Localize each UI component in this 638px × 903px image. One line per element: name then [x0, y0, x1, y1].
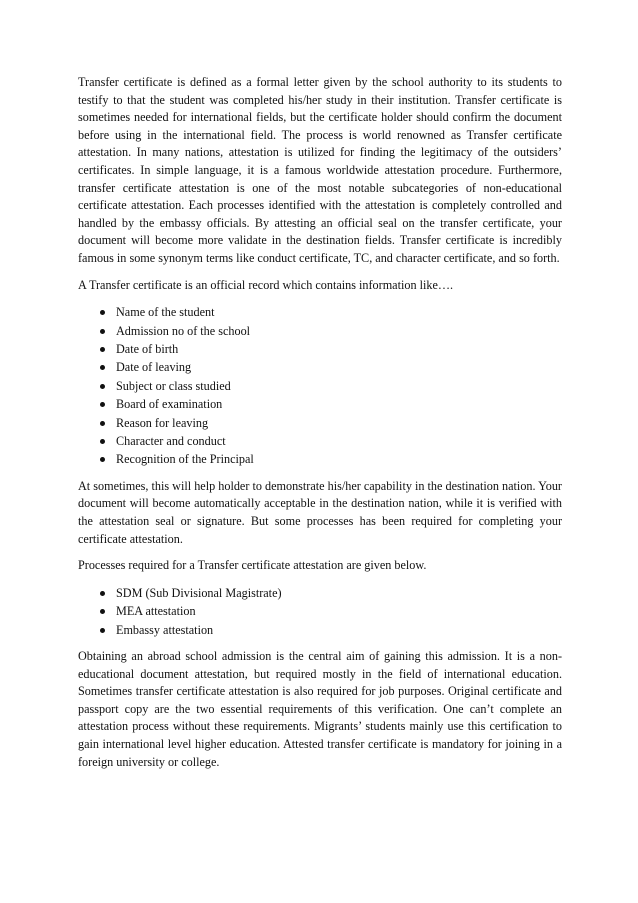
list-item: [100, 602, 562, 620]
list-item-text: Date of birth: [116, 341, 179, 356]
capability-paragraph: At sometimes, this will help holder to demonstrate his/her capability in the destination nation. Your document will become automatically acceptable in the destination nation, while it is verified with the attestation seal or signature. But some processes has been required for completing your certificate attestation.: [78, 478, 562, 546]
bullet-icon: [100, 402, 105, 407]
list-item-text: Board of examination: [116, 397, 223, 412]
bullet-icon: [100, 609, 105, 614]
list-item-text: MEA attestation: [116, 604, 196, 619]
list-item: [100, 432, 562, 450]
document-page: [78, 74, 562, 771]
list-item-text: Recognition of the Principal: [116, 452, 254, 467]
list-item: [100, 395, 562, 413]
record-items-list: [78, 303, 562, 469]
list-item: [100, 621, 562, 639]
list-item: [100, 414, 562, 432]
list-item-text: Character and conduct: [116, 433, 226, 448]
bullet-icon: [100, 365, 105, 370]
list-item-text: Reason for leaving: [116, 415, 209, 430]
bullet-icon: [100, 421, 105, 426]
processes-intro: Processes required for a Transfer certificate attestation are given below.: [78, 558, 427, 573]
list-item-text: Embassy attestation: [116, 622, 214, 637]
process-items-list: [78, 584, 562, 639]
list-item: [100, 322, 562, 340]
bullet-icon: [100, 628, 105, 633]
bullet-icon: [100, 457, 105, 462]
bullet-icon: [100, 329, 105, 334]
list-item: [100, 450, 562, 468]
list-item-text: SDM (Sub Divisional Magistrate): [116, 585, 282, 600]
bullet-icon: [100, 310, 105, 315]
list-item-text: Name of the student: [116, 305, 215, 320]
bullet-icon: [100, 384, 105, 389]
list-item: [100, 303, 562, 321]
bullet-icon: [100, 347, 105, 352]
bullet-icon: [100, 591, 105, 596]
list-item: [100, 340, 562, 358]
list-item: [100, 377, 562, 395]
list-item-text: Subject or class studied: [116, 378, 231, 393]
closing-paragraph: Obtaining an abroad school admission is the central aim of gaining this admission. It is a non-educational document attestation, but required mostly in the field of international education. Sometimes transfer certificate attestation is also required for job purposes. Original certificate and passport copy are the two essential requirements of this verification. One can’t complete an attestation process without these requirements. Migrants’ students mainly use this certification to gain international level higher education. Attested transfer certificate is mandatory for joining in a foreign university or college.: [78, 648, 562, 769]
list-item: [100, 358, 562, 376]
record-intro: A Transfer certificate is an official record which contains information like….: [78, 277, 454, 292]
bullet-icon: [100, 439, 105, 444]
list-item-text: Date of leaving: [116, 360, 192, 375]
list-item-text: Admission no of the school: [116, 323, 251, 338]
intro-paragraph: Transfer certificate is defined as a formal letter given by the school authority to its students to testify to that the student was completed his/her study in their institution. Transfer certificate is sometimes needed for international fields, but the certificate holder should confirm the document before using in the international field. The process is world renowned as Transfer certificate attestation. In many nations, attestation is utilized for finding the legitimacy of the outsiders’ certificates. In simple language, it is a famous worldwide attestation procedure. Furthermore, transfer certificate attestation is one of the most notable subcategories of non-educational certificate attestation. Each processes identified with the attestation is completely controlled and handled by the embassy officials. By attesting an official seal on the transfer certificate, your document will become more validate in the destination fields. Transfer certificate is incredibly famous in some synonym terms like conduct certificate, TC, and character certificate, and so forth.: [78, 75, 562, 265]
list-item: [100, 584, 562, 602]
